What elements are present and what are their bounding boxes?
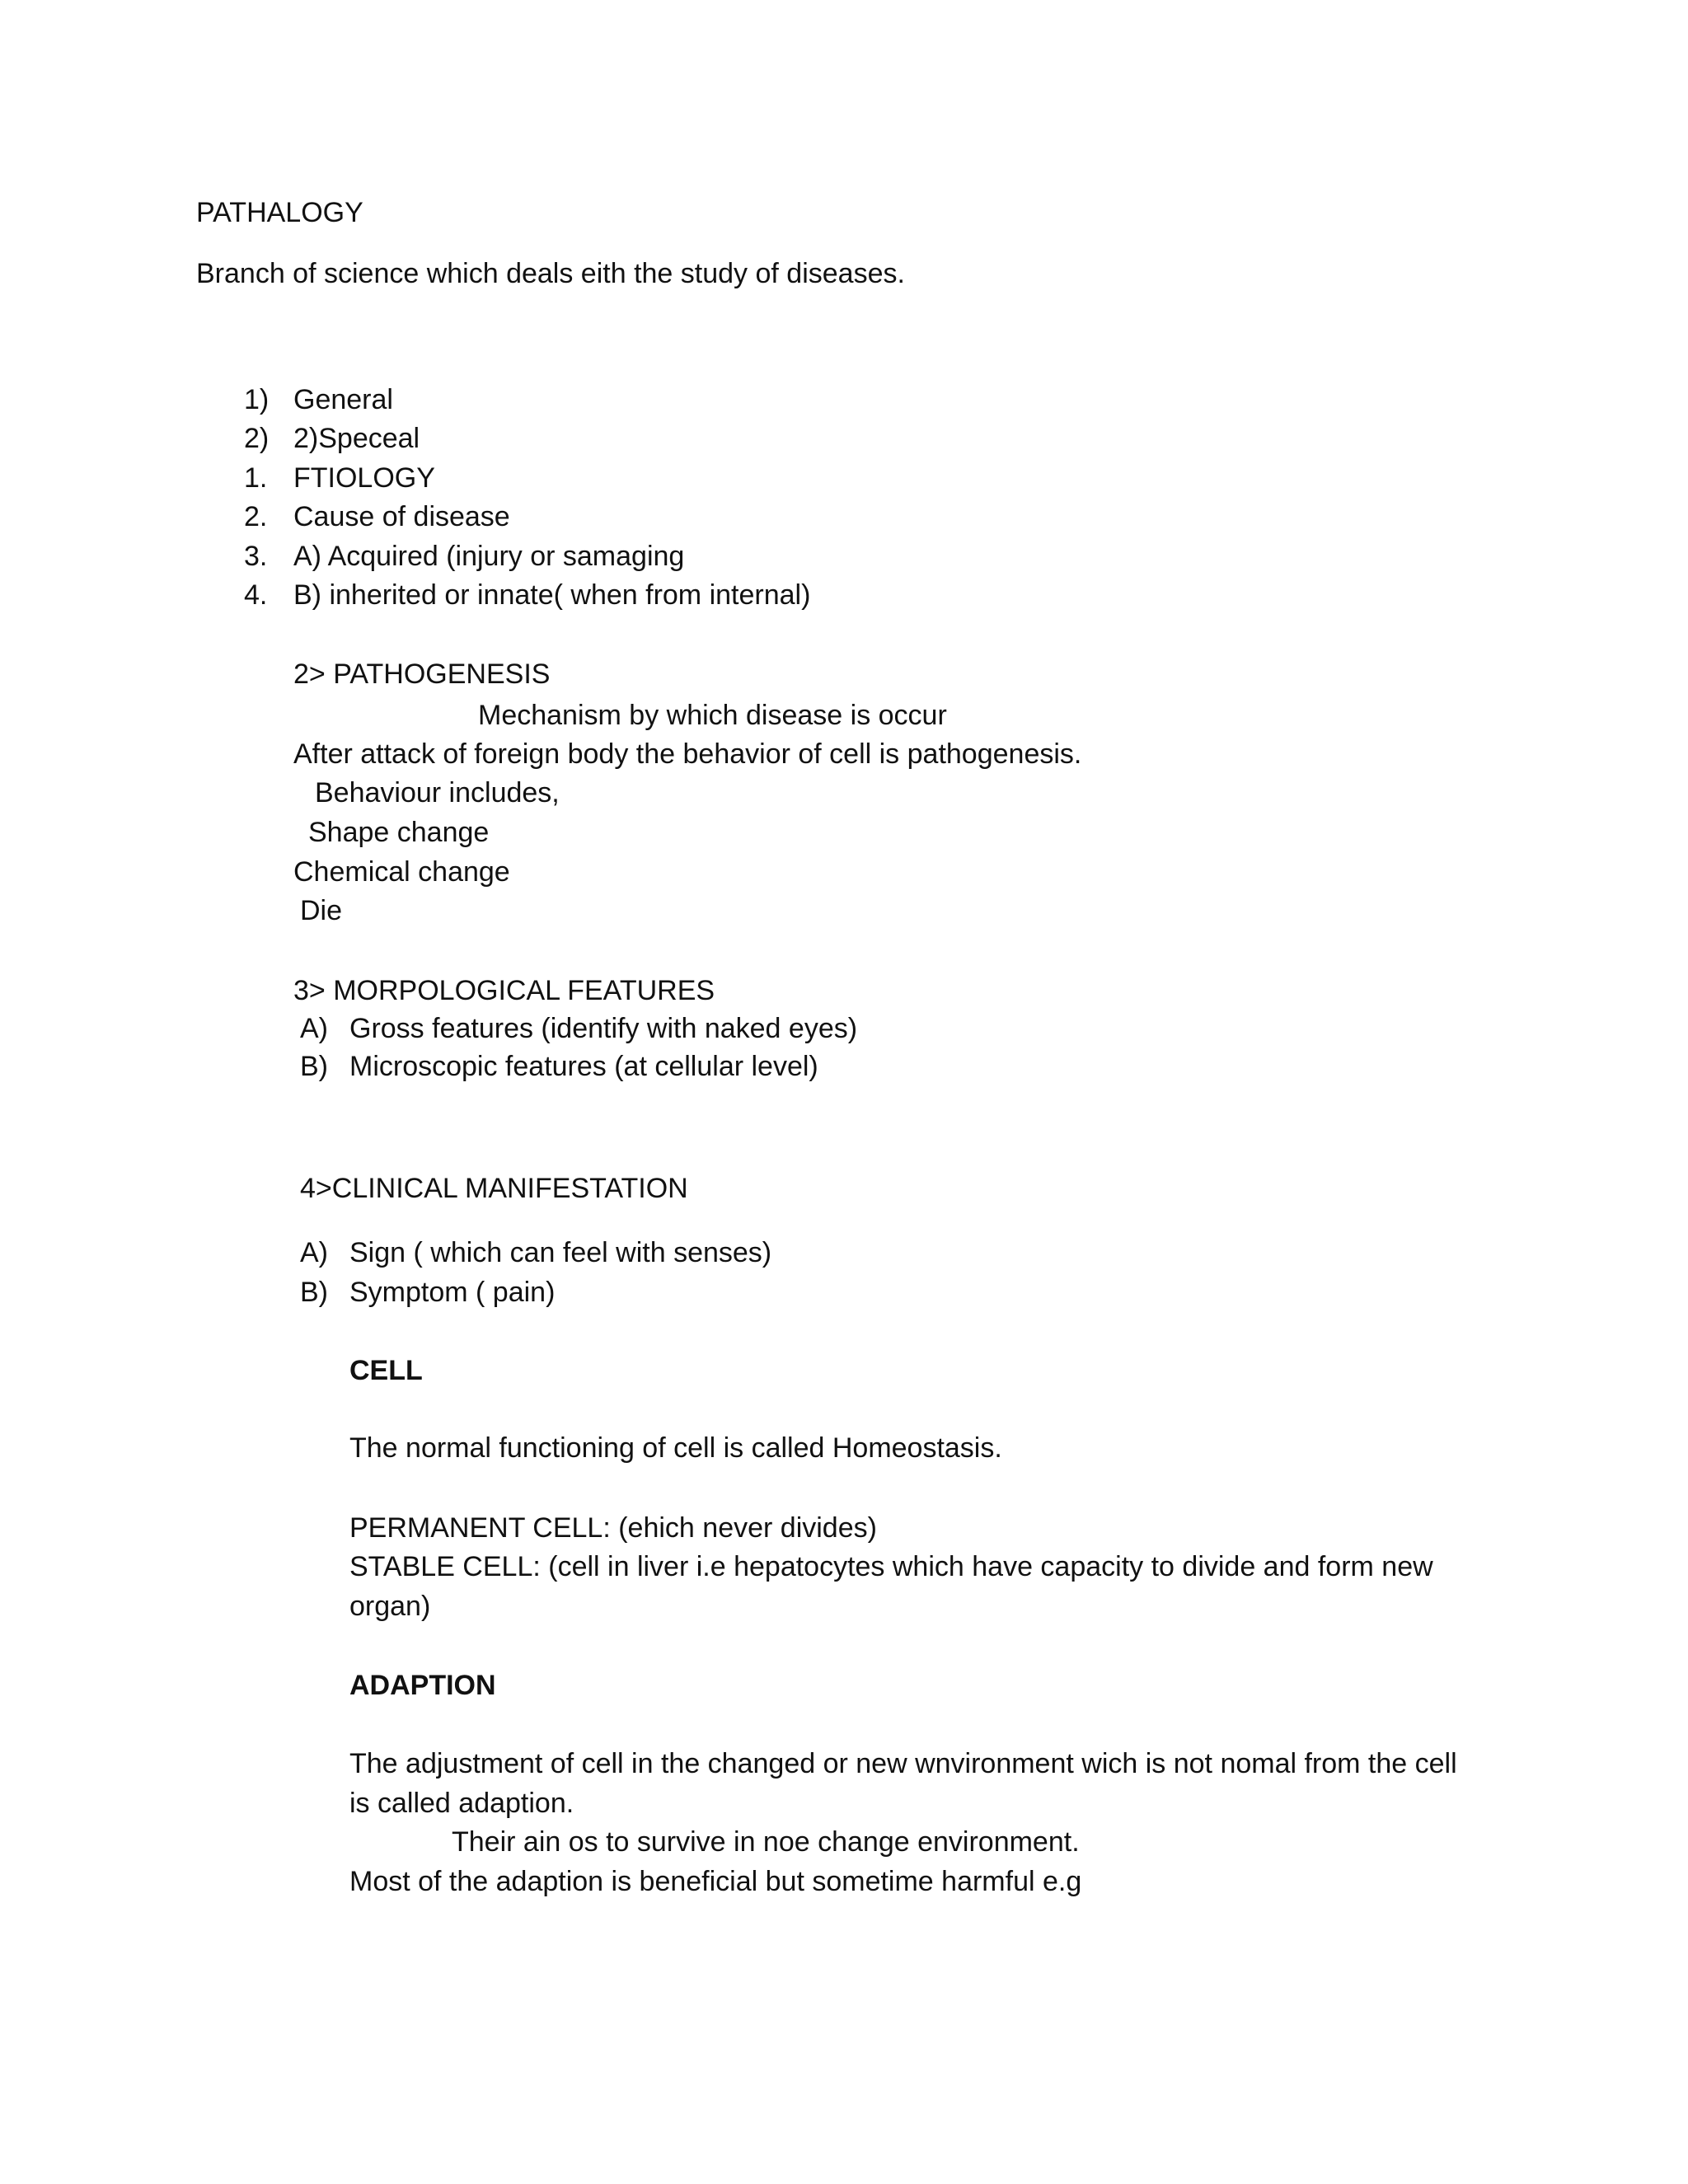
list-item: B) inherited or innate( when from internal) [293,579,811,611]
adaption-text: The adjustment of cell in the changed or new wnvironment wich is not nomal from the cell [349,1748,1457,1779]
list-item: 2)Speceal [293,423,420,454]
pathogenesis-heading: 2> PATHOGENESIS [293,658,551,690]
list-item: A) Acquired (injury or samaging [293,541,685,572]
pathogenesis-item: Shape change [308,817,490,848]
list-marker: 1. [244,462,268,494]
list-marker: 2. [244,501,268,532]
doc-definition: Branch of science which deals eith the study of diseases. [196,258,905,289]
pathogenesis-desc: After attack of foreign body the behavior of cell is pathogenesis. [293,738,1082,770]
adaption-text: Their ain os to survive in noe change environment. [452,1826,1080,1858]
list-item: General [293,384,393,415]
list-marker: 2) [244,423,270,454]
cell-stable: STABLE CELL: (cell in liver i.e hepatocytes which have capacity to divide and form new [349,1551,1433,1582]
doc-title: PATHALOGY [196,197,363,228]
cell-heading: CELL [349,1355,423,1386]
list-marker: 1) [244,384,270,415]
morphological-item: Microscopic features (at cellular level) [349,1051,818,1082]
morphological-item: Gross features (identify with naked eyes) [349,1013,858,1044]
list-marker: 3. [244,541,268,572]
cell-permanent: PERMANENT CELL: (ehich never divides) [349,1512,877,1544]
pathogenesis-includes: Behaviour includes, [315,777,560,808]
pathogenesis-subheading: Mechanism by which disease is occur [478,700,947,731]
cell-stable-cont: organ) [349,1591,431,1622]
adaption-text: Most of the adaption is beneficial but sometime harmful e.g [349,1866,1082,1897]
adaption-text: is called adaption. [349,1788,574,1819]
list-item: FTIOLOGY [293,462,435,494]
pathogenesis-item: Die [300,895,343,926]
list-marker: B) [300,1277,328,1308]
adaption-heading: ADAPTION [349,1670,496,1701]
clinical-item: Sign ( which can feel with senses) [349,1237,772,1268]
list-marker: A) [300,1237,328,1268]
list-item: Cause of disease [293,501,510,532]
pathogenesis-item: Chemical change [293,856,510,888]
clinical-heading: 4>CLINICAL MANIFESTATION [300,1173,688,1204]
list-marker: 4. [244,579,268,611]
morphological-heading: 3> MORPOLOGICAL FEATURES [293,975,715,1006]
list-marker: B) [300,1051,328,1082]
cell-homeostasis: The normal functioning of cell is called Homeostasis. [349,1432,1002,1464]
clinical-item: Symptom ( pain) [349,1277,556,1308]
list-marker: A) [300,1013,328,1044]
